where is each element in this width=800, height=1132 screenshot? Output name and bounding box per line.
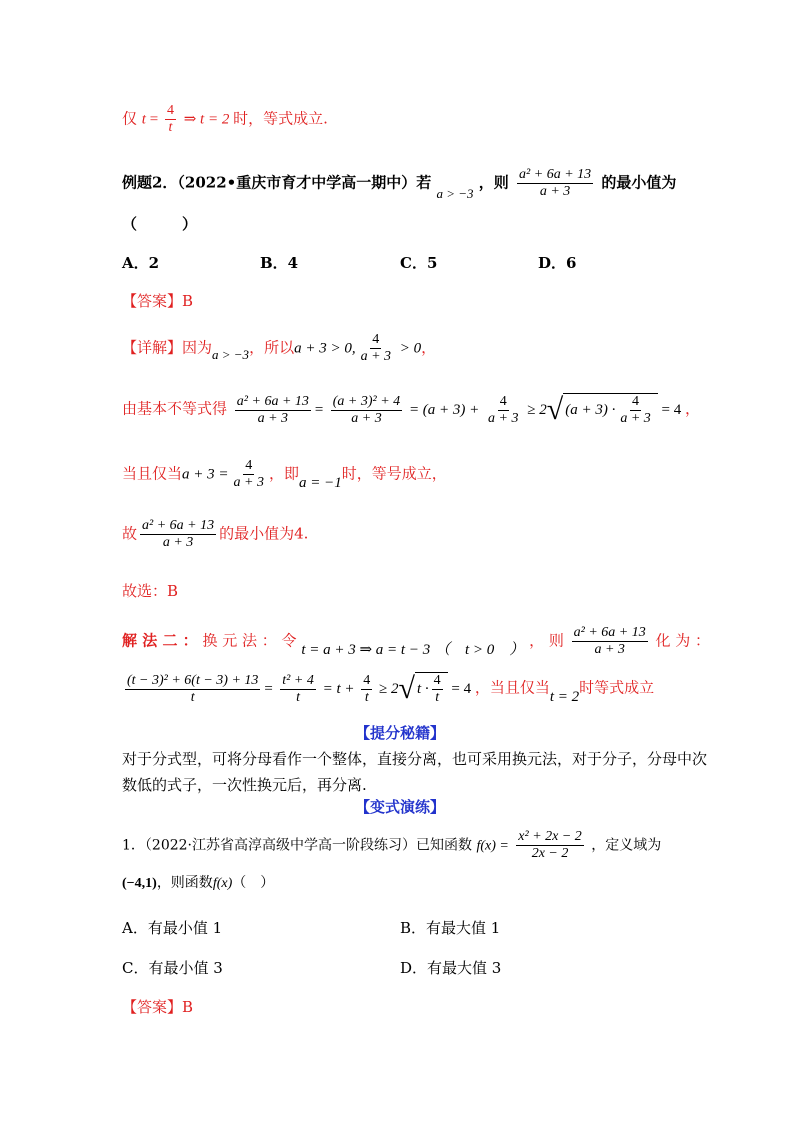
q1-choice-d: D．有最大值 3 [400, 959, 502, 977]
denominator: a + 3 [257, 410, 289, 426]
conclude-line [122, 518, 308, 551]
math-result: = 4 [451, 680, 472, 697]
q1-line-2 [122, 872, 274, 892]
fraction [432, 673, 443, 706]
math-domain: (−4,1) [122, 876, 157, 891]
math-t: t [141, 111, 146, 128]
text-end: 时，等号成立， [341, 464, 447, 483]
fraction [618, 394, 652, 427]
choice-d: D．6 [538, 254, 577, 272]
radicand-term: (a + 3) · [565, 402, 616, 419]
inequality-chain: $\frac{\text{a² + 6a + 13}}{a + 3}$ = $\frac{\text{(a + 3)² + 4}}{a + 3}$ = (a + 3) + $\frac{4}{a + 3}$ ≥ 2 √ (a + 3) · $\frac{4}{a + 3}$ = 4 [236, 393, 682, 427]
denominator: a + 3 [488, 410, 519, 426]
text-tail: ，当且仅当 [474, 678, 550, 697]
math-condition: （ t > 0 ） [435, 641, 525, 658]
numerator: 4 [630, 394, 641, 411]
math-substitution: t = a + 3 ⇒ a = t − 3 [301, 641, 431, 658]
answer-paren: （ ） [232, 875, 275, 891]
text-suffix: 的最小值为 [601, 173, 677, 192]
math-fx: f(x) = [476, 838, 509, 854]
denominator: t [364, 689, 369, 705]
numerator: a² + 6a + 13 [572, 625, 648, 642]
denominator: a + 3 [620, 411, 651, 427]
sqrt [547, 393, 658, 427]
fraction [486, 394, 520, 427]
inequality-line [122, 393, 700, 427]
math-eq: = [145, 111, 162, 128]
secret-text-1: 对于分式型，可将分母看作一个整体，直接分离，也可采用换元法，对于分子，分母中次 [122, 750, 708, 768]
fraction [140, 518, 216, 551]
numerator: (t − 3)² + 6(t − 3) + 13 [125, 673, 260, 690]
inequality-chain: $\frac{\text{(t − 3)² + 6(t − 3) + 13}}{t}$ = $\frac{\text{t² + 4}}{t}$ = t + $\frac{4}{t}$ ≥ 2 √ t · $\frac{4}{t}$ = 4 [127, 672, 472, 706]
method2-text: 换 元 法 ： 令 [202, 631, 297, 650]
radicand-term: t · [416, 681, 429, 698]
sqrt [399, 672, 448, 706]
condition: a > −3 [212, 346, 250, 362]
math-term: = (a + 3) + [408, 401, 480, 418]
choice-c: C．5 [400, 254, 438, 272]
numerator: 4 [165, 103, 176, 120]
numerator: a² + 6a + 13 [140, 518, 216, 535]
q1-choice-a: A．有最小值 1 [122, 919, 223, 937]
denominator: a + 3 [233, 475, 264, 491]
text-tail2: 时等式成立 [579, 678, 655, 697]
practice-title: 【变式演练】 [354, 798, 445, 816]
math-implies: ⇒ t = 2 [183, 111, 234, 128]
answer-label: 【答案】B [122, 292, 194, 310]
fraction [516, 829, 584, 862]
example-question [122, 167, 676, 200]
equality-line [122, 458, 447, 491]
denominator: t [168, 120, 173, 136]
fraction [165, 103, 176, 136]
fraction [232, 458, 266, 491]
radical-sign: √ [398, 672, 415, 706]
text-suffix: ，定义域为 [591, 837, 662, 854]
q1-choice-b: B．有最大值 1 [400, 919, 501, 937]
method2-chain-line [122, 672, 654, 706]
numerator: 4 [243, 458, 254, 475]
fraction [235, 394, 311, 427]
numerator: 4 [370, 332, 381, 349]
radical-sign: √ [546, 393, 564, 427]
fraction [359, 332, 393, 365]
answer-label-2: 【答案】B [122, 998, 194, 1016]
text-suffix: 时，等式成立. [233, 109, 328, 128]
math-lhs: a + 3 = [182, 466, 229, 483]
math-geq: ≥ 2 [379, 680, 399, 697]
math-geq: ≥ 2 [527, 401, 547, 418]
denominator: t [190, 689, 195, 705]
text-prefix: 仅 [122, 109, 138, 128]
numerator: 4 [361, 673, 372, 690]
text-mid: ，所以 [249, 338, 295, 357]
numerator: 4 [432, 673, 443, 690]
text-mid: ，即 [268, 464, 299, 483]
text-mid: ，则 [478, 173, 509, 192]
denominator: 2x − 2 [531, 846, 569, 862]
math-fx: f(x) [212, 876, 233, 891]
fraction [572, 625, 648, 658]
q1-label: 1．（2022·江苏省高淳高级中学高一阶段练习）已知函数 [122, 837, 472, 854]
secret-title: 【提分秘籍】 [354, 724, 445, 742]
denominator: a + 3 [594, 642, 625, 658]
q1-choice-c: C．有最小值 3 [122, 959, 223, 977]
math-term: = t + [322, 680, 355, 697]
fraction [125, 673, 260, 706]
fraction [517, 167, 593, 200]
denominator: a + 3 [351, 410, 382, 426]
text-end: ， [685, 399, 701, 418]
math-gt: > 0 [396, 340, 422, 357]
result-line [122, 103, 328, 136]
equality-label: 当且仅当 [122, 464, 183, 483]
math-tval: t = 2 [549, 688, 580, 705]
q1-line [122, 829, 661, 862]
fraction [361, 673, 372, 706]
choice-a: A．2 [122, 254, 160, 272]
fraction [280, 673, 316, 706]
method2-label: 解 法 二 ： [122, 631, 198, 650]
method2-line [122, 625, 710, 658]
choice-b: B．4 [260, 254, 299, 272]
numerator: a² + 6a + 13 [517, 167, 593, 184]
numerator: (a + 3)² + 4 [331, 394, 402, 411]
ineq-label: 由基本不等式得 [122, 399, 228, 418]
denominator: t [435, 690, 440, 706]
condition: a > −3 [436, 185, 474, 201]
text-then: ， 则 [529, 631, 564, 650]
radicand [415, 672, 448, 706]
text-suffix: 化 为 ： [655, 631, 711, 650]
math-expr: a + 3 > 0, [294, 340, 356, 357]
radicand [563, 393, 658, 427]
fraction [331, 394, 402, 427]
numerator: a² + 6a + 13 [235, 394, 311, 411]
text-end: ， [421, 338, 437, 357]
text-suffix: 的最小值为4. [219, 524, 309, 543]
numerator: t² + 4 [280, 673, 316, 690]
math-result: = 4 [661, 401, 682, 418]
denominator: a + 3 [360, 349, 392, 365]
denominator: t [296, 689, 301, 705]
conclude-label: 故 [122, 524, 138, 543]
numerator: 4 [498, 394, 509, 411]
example-label: 例题2．（2022•重庆市育才中学高一期中）若 [122, 173, 432, 192]
denominator: a + 3 [539, 184, 571, 200]
detail-label: 【详解】因为 [122, 338, 213, 357]
detail-line [122, 332, 436, 365]
secret-text-2: 数低的式子，一次性换元后，再分离. [122, 776, 367, 794]
answer-paren: （ ） [122, 215, 198, 233]
text-then: ，则函数 [156, 875, 213, 891]
numerator: x² + 2x − 2 [516, 829, 584, 846]
select-line: 故选：B [122, 582, 179, 600]
math-val: a = −1 [298, 474, 342, 491]
denominator: a + 3 [162, 535, 194, 551]
